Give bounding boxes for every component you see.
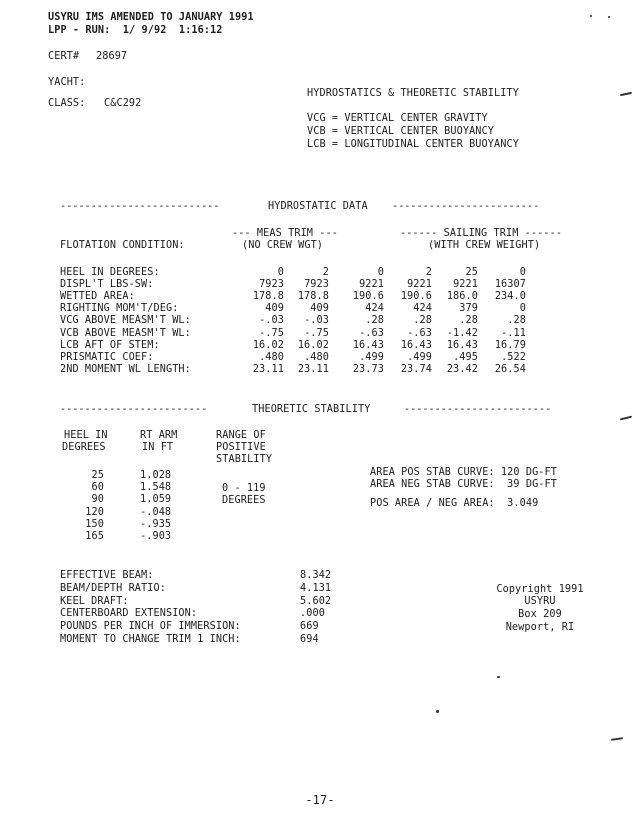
hydro-row-label: LCB AFT OF STEM: [60, 340, 160, 351]
stability-heel-cell: 60 [91, 482, 104, 493]
hydro-cell: 0 [519, 303, 526, 314]
stability-heel-cell: 165 [85, 531, 104, 542]
hydro-cell: 23.74 [400, 364, 432, 375]
scan-mark [620, 416, 632, 421]
hydro-cell: .522 [501, 352, 526, 363]
stability-heel-cell: 120 [85, 507, 104, 518]
hydro-cell: -.03 [259, 315, 284, 326]
summary-value: 4.131 [300, 583, 332, 594]
summary-label: MOMENT TO CHANGE TRIM 1 INCH: [60, 634, 241, 645]
cert-label: CERT# [48, 51, 80, 62]
rtarm-header-line-1: RT ARM [140, 430, 178, 441]
sailing-trim-title: ------ SAILING TRIM ------ [400, 228, 563, 239]
range-header-line-3: STABILITY [216, 454, 273, 465]
scan-speck [497, 676, 500, 678]
stability-rtarm-cell: -.935 [140, 519, 172, 530]
stability-rtarm-cell: -.903 [140, 531, 172, 542]
hydro-cell: 16.43 [446, 340, 478, 351]
stability-heel-cell: 90 [91, 494, 104, 505]
definition-vcb: VCB = VERTICAL CENTER BUOYANCY [307, 126, 495, 137]
class-value: C&C292 [104, 98, 142, 109]
area-positive-curve: AREA POS STAB CURVE: 120 DG-FT [370, 467, 558, 478]
hydro-cell: 409 [310, 303, 329, 314]
stability-rtarm-cell: 1.059 [140, 494, 172, 505]
hydro-cell: 16307 [494, 279, 526, 290]
hydro-cell: 409 [265, 303, 284, 314]
heel-header-line-2: DEGREES [62, 442, 106, 453]
hydro-cell: 9221 [407, 279, 432, 290]
hydro-cell: 0 [277, 267, 284, 278]
hydro-cell: -.03 [304, 315, 329, 326]
hydro-cell: -1.42 [446, 328, 478, 339]
heel-header-line-1: HEEL IN [64, 430, 108, 441]
summary-value: .000 [300, 608, 325, 619]
hydro-cell: -.75 [259, 328, 284, 339]
hydro-cell: 0 [377, 267, 384, 278]
hydro-cell: 7923 [259, 279, 284, 290]
hydro-cell: 234.0 [494, 291, 526, 302]
hydro-cell: .28 [459, 315, 478, 326]
hydro-cell: 190.6 [352, 291, 384, 302]
stability-heel-cell: 25 [91, 470, 104, 481]
copyright-line-2: USYRU [524, 596, 556, 607]
hydro-row-label: RIGHTING MOM'T/DEG: [60, 303, 179, 314]
header-line-1: USYRU IMS AMENDED TO JANUARY 1991 [48, 12, 254, 23]
hydro-cell: 2 [322, 267, 329, 278]
stability-rtarm-cell: -.048 [140, 507, 172, 518]
scan-mark [611, 737, 623, 741]
copyright-line-3: Box 209 [518, 609, 562, 620]
range-header-line-2: POSITIVE [216, 442, 266, 453]
hydro-cell: 26.54 [494, 364, 526, 375]
scan-speck [436, 710, 439, 713]
area-ratio: POS AREA / NEG AREA: 3.049 [370, 498, 539, 509]
scan-speck [590, 15, 592, 17]
hydro-cell: 23.11 [252, 364, 284, 375]
class-label: CLASS: [48, 98, 86, 109]
hydro-cell: -.63 [407, 328, 432, 339]
area-negative-curve: AREA NEG STAB CURVE: 39 DG-FT [370, 479, 558, 490]
stability-divider-left: ------------------------ [60, 404, 208, 415]
range-header-line-1: RANGE OF [216, 430, 266, 441]
hydro-cell: 424 [365, 303, 384, 314]
hydro-cell: 190.6 [400, 291, 432, 302]
hydro-cell: 23.11 [297, 364, 329, 375]
scan-speck [608, 16, 610, 18]
hydro-cell: 23.73 [352, 364, 384, 375]
hydro-cell: .499 [359, 352, 384, 363]
summary-value: 5.602 [300, 596, 332, 607]
yacht-label: YACHT: [48, 77, 86, 88]
hydro-cell: 16.02 [252, 340, 284, 351]
sailing-trim-subtitle: (WITH CREW WEIGHT) [428, 240, 541, 251]
copyright-line-4: Newport, RI [505, 622, 575, 633]
hydro-cell: .480 [259, 352, 284, 363]
section-divider-left: -------------------------- [60, 201, 220, 212]
definition-lcb: LCB = LONGITUDINAL CENTER BUOYANCY [307, 139, 519, 150]
hydro-cell: -.75 [304, 328, 329, 339]
cert-value: 28697 [96, 51, 128, 62]
hydro-cell: 9221 [453, 279, 478, 290]
scan-mark [620, 92, 632, 96]
hydro-cell: .480 [304, 352, 329, 363]
meas-trim-subtitle: (NO CREW WGT) [242, 240, 324, 251]
summary-label: CENTERBOARD EXTENSION: [60, 608, 198, 619]
stability-divider-right: ------------------------ [404, 404, 552, 415]
summary-label: EFFECTIVE BEAM: [60, 570, 154, 581]
hydro-cell: -.11 [501, 328, 526, 339]
hydro-row-label: VCG ABOVE MEASM'T WL: [60, 315, 191, 326]
hydro-cell: 9221 [359, 279, 384, 290]
summary-label: KEEL DRAFT: [60, 596, 129, 607]
hydro-cell: .28 [507, 315, 526, 326]
summary-value: 669 [300, 621, 319, 632]
stability-rtarm-cell: 1.548 [140, 482, 172, 493]
hydro-cell: .499 [407, 352, 432, 363]
rtarm-header-line-2: IN FT [142, 442, 174, 453]
hydro-row-label: 2ND MOMENT WL LENGTH: [60, 364, 191, 375]
summary-label: POUNDS PER INCH OF IMMERSION: [60, 621, 241, 632]
hydro-cell: .28 [413, 315, 432, 326]
stability-rtarm-cell: 1.028 [140, 470, 172, 481]
hydro-cell: 16.79 [494, 340, 526, 351]
meas-trim-title: --- MEAS TRIM --- [232, 228, 338, 239]
range-value: 0 - 119 [222, 483, 266, 494]
hydro-cell: 379 [459, 303, 478, 314]
hydrostatic-section-title: HYDROSTATIC DATA [268, 201, 368, 212]
flotation-condition-label: FLOTATION CONDITION: [60, 240, 185, 251]
definition-vcg: VCG = VERTICAL CENTER GRAVITY [307, 113, 488, 124]
hydro-cell: 16.43 [352, 340, 384, 351]
summary-label: BEAM/DEPTH RATIO: [60, 583, 166, 594]
hydro-cell: 2 [425, 267, 432, 278]
hydro-cell: -.63 [359, 328, 384, 339]
summary-value: 8.342 [300, 570, 332, 581]
hydro-row-label: DISPL'T LBS-SW: [60, 279, 154, 290]
summary-value: 694 [300, 634, 319, 645]
header-line-2: LPP - RUN: 1/ 9/92 1:16:12 [48, 25, 223, 36]
hydro-cell: 178.8 [297, 291, 329, 302]
hydro-row-label: PRISMATIC COEF: [60, 352, 154, 363]
stability-section-title: THEORETIC STABILITY [252, 404, 371, 415]
document-title: HYDROSTATICS & THEORETIC STABILITY [307, 88, 519, 99]
hydro-row-label: WETTED AREA: [60, 291, 135, 302]
stability-heel-cell: 150 [85, 519, 104, 530]
hydro-cell: 7923 [304, 279, 329, 290]
range-unit: DEGREES [222, 495, 266, 506]
hydro-cell: 23.42 [446, 364, 478, 375]
hydro-cell: .28 [365, 315, 384, 326]
hydro-cell: 186.0 [446, 291, 478, 302]
hydro-row-label: HEEL IN DEGREES: [60, 267, 160, 278]
copyright-line-1: Copyright 1991 [496, 584, 584, 595]
hydro-cell: 0 [519, 267, 526, 278]
section-divider-right: ------------------------ [392, 201, 540, 212]
hydro-cell: 16.43 [400, 340, 432, 351]
hydro-row-label: VCB ABOVE MEASM'T WL: [60, 328, 191, 339]
hydro-cell: .495 [453, 352, 478, 363]
hydro-cell: 16.02 [297, 340, 329, 351]
hydro-cell: 25 [465, 267, 478, 278]
hydro-cell: 178.8 [252, 291, 284, 302]
page-number: -17- [305, 793, 335, 807]
hydro-cell: 424 [413, 303, 432, 314]
